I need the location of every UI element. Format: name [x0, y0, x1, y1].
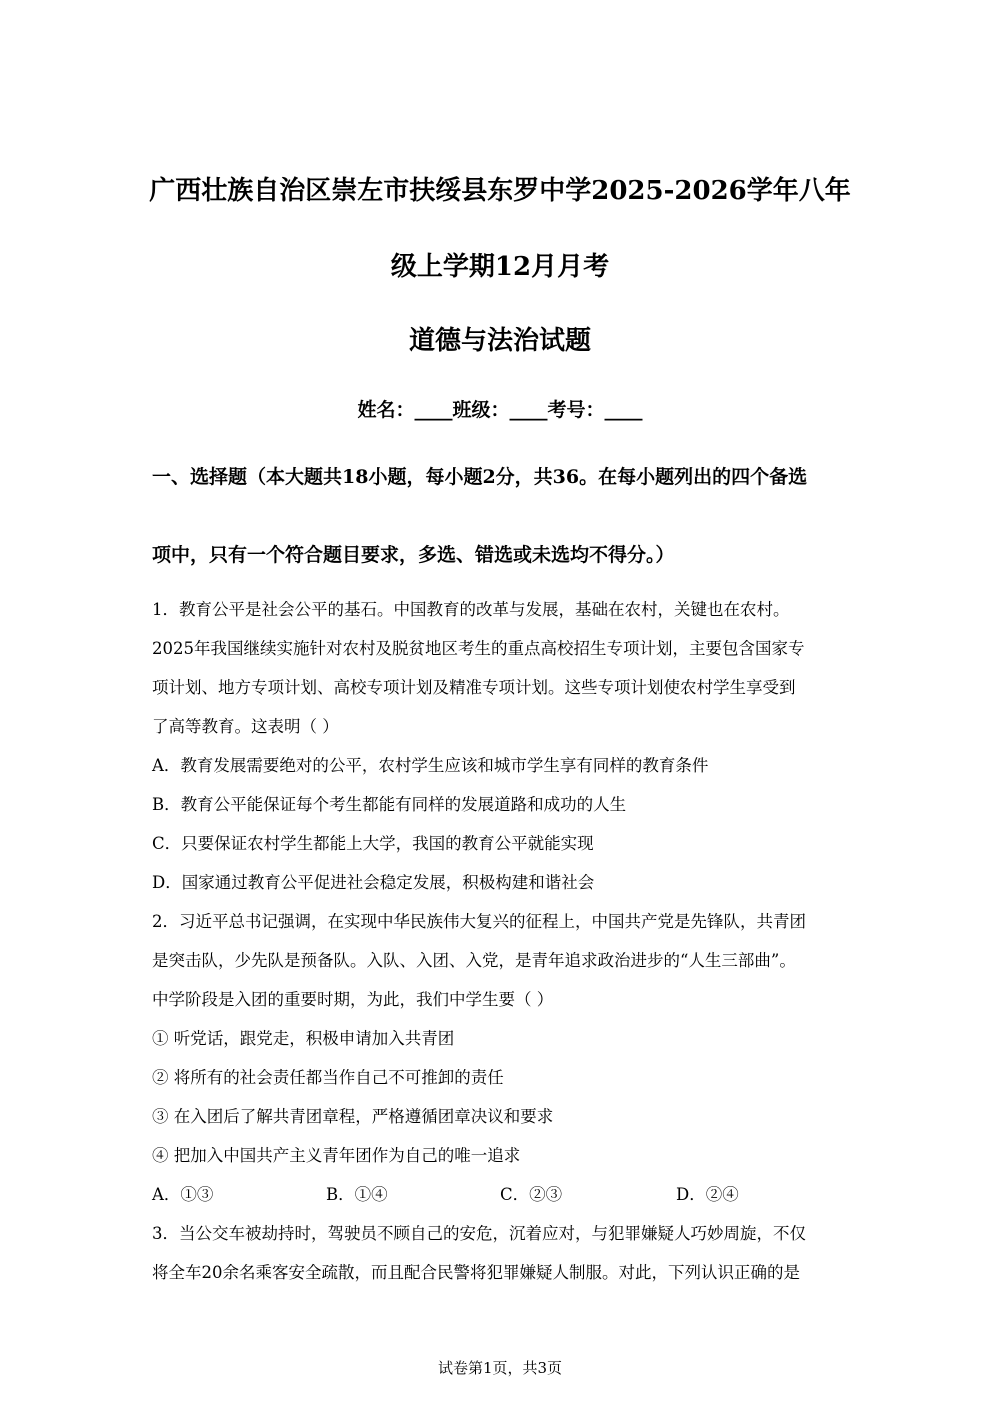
- subject-title: 道德与法治试题: [408, 326, 591, 356]
- q2-option-c: C．②③: [500, 1185, 563, 1204]
- page-footer: 试卷第1页，共3页: [437, 1359, 563, 1377]
- exam-title-line2: 级上学期12月月考: [390, 252, 610, 282]
- q1-stem-line: 项计划、地方专项计划、高校专项计划及精准专项计划。这些专项计划使农村学生享受到: [152, 678, 796, 697]
- q2-statement-3: ③ 在入团后了解共青团章程，严格遵循团章决议和要求: [152, 1107, 554, 1126]
- exam-title-line1: 广西壮族自治区崇左市扶绥县东罗中学2025-2026学年八年: [149, 176, 851, 206]
- q1-stem-line: 1．教育公平是社会公平的基石。中国教育的改革与发展，基础在农村，关键也在农村。: [152, 600, 790, 619]
- student-info: 姓名：____班级：____考号：____: [357, 399, 643, 421]
- q1-stem-line: 了高等教育。这表明（ ）: [152, 717, 339, 736]
- q2-option-a: A．①③: [152, 1185, 214, 1204]
- section-heading-line1: 一、选择题（本大题共18小题，每小题2分，共36。在每小题列出的四个备选: [152, 466, 808, 488]
- q2-statement-1: ① 听党话，跟党走，积极申请加入共青团: [152, 1029, 455, 1048]
- q2-stem-line: 是突击队，少先队是预备队。入队、入团、入党，是青年追求政治进步的“人生三部曲”。: [152, 951, 796, 970]
- q1-option-c: C．只要保证农村学生都能上大学，我国的教育公平就能实现: [152, 834, 594, 853]
- q1-option-b: B．教育公平能保证每个考生都能有同样的发展道路和成功的人生: [152, 795, 627, 814]
- q2-option-b: B．①④: [326, 1185, 388, 1204]
- q2-statement-4: ④ 把加入中国共产主义青年团作为自己的唯一追求: [152, 1146, 521, 1165]
- q2-stem-line: 中学阶段是入团的重要时期，为此，我们中学生要（ ）: [152, 990, 554, 1009]
- q3-stem-line: 将全车20余名乘客安全疏散，而且配合民警将犯罪嫌疑人制服。对此，下列认识正确的是: [152, 1263, 800, 1282]
- q2-statement-2: ② 将所有的社会责任都当作自己不可推卸的责任: [152, 1068, 504, 1087]
- q2-option-d: D．②④: [676, 1185, 739, 1204]
- q1-option-d: D．国家通过教育公平促进社会稳定发展，积极构建和谐社会: [152, 873, 595, 892]
- q1-stem-line: 2025年我国继续实施针对农村及脱贫地区考生的重点高校招生专项计划，主要包含国家专: [152, 639, 805, 658]
- q1-option-a: A．教育发展需要绝对的公平，农村学生应该和城市学生享有同样的教育条件: [152, 756, 709, 775]
- q2-stem-line: 2．习近平总书记强调，在实现中华民族伟大复兴的征程上，中国共产党是先锋队，共青团: [152, 912, 806, 931]
- q3-stem-line: 3．当公交车被劫持时，驾驶员不顾自己的安危，沉着应对，与犯罪嫌疑人巧妙周旋，不仅: [152, 1224, 806, 1243]
- section-heading-line2: 项中，只有一个符合题目要求，多选、错选或未选均不得分。）: [152, 544, 675, 566]
